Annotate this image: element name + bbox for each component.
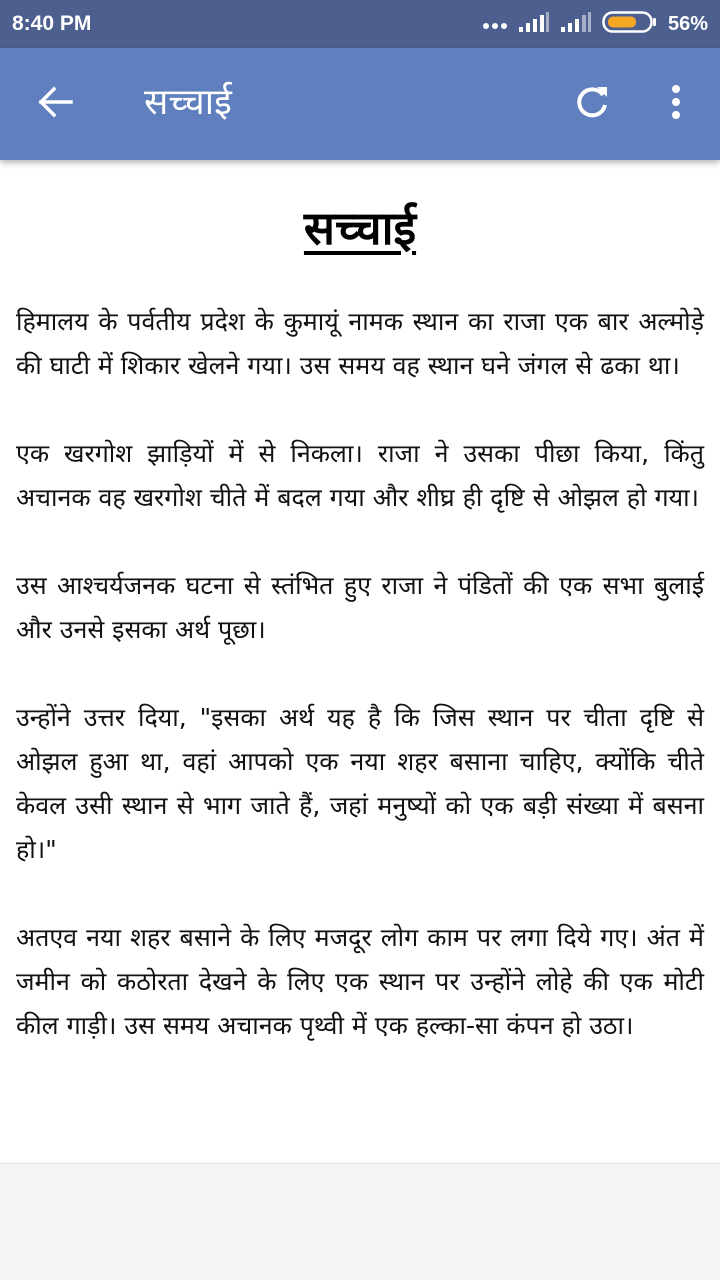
signal-icon [518,11,550,37]
signal-icon-secondary [560,11,592,37]
story-paragraphs [0,300,720,1048]
arrow-left-icon [38,86,74,122]
story-paragraph: एक खरगोश झाड़ियों में से निकला। राजा ने उसका पीछा किया, किंतु अचानक वह खरगोश चीते में बदल गया और शीघ्र ही दृष्टि से ओझल हो गया। [16,439,704,512]
status-bar [0,0,720,48]
refresh-button[interactable] [568,80,616,128]
story-paragraph: उस आश्चर्यजनक घटना से स्तंभित हुए राजा ने पंडितों की एक सभा बुलाई और उनसे इसका अर्थ पूछा। [16,571,704,644]
story-paragraph: उन्होंने उत्तर दिया, "इसका अर्थ यह है कि जिस स्थान पर चीता दृष्टि से ओझल हुआ था, वहां आपको एक नया शहर बसाना चाहिए, क्योंकि चीते केवल उसी स्थान से भाग जाते हैं, जहां मनुष्यों को एक बड़ी संख्या में बसना हो।" [16,703,704,864]
more-options-button[interactable] [654,80,698,128]
more-notifications-icon [482,15,508,34]
status-icons [482,10,708,38]
bottom-empty-area [0,1163,720,1280]
story-content[interactable] [0,160,720,1163]
app-bar-title: सच्चाई [144,82,232,123]
app-bar [0,48,720,160]
back-button[interactable] [34,82,78,126]
story-paragraph: अतएव नया शहर बसाने के लिए मजदूर लोग काम पर लगा दिये गए। अंत में जमीन को कठोरता देखने के लिए एक स्थान पर उन्होंने लोहे की एक मोटी कील गाड़ी। उस समय अचानक पृथ्वी में एक हल्का-सा कंपन हो उठा। [16,923,704,1040]
status-time: 8:40 PM [12,12,92,35]
battery-icon [602,10,658,38]
battery-percent: 56% [667,12,708,35]
story-title: सच्चाई [303,201,417,255]
more-vert-icon [671,84,681,124]
story-paragraph: हिमालय के पर्वतीय प्रदेश के कुमायूं नामक स्थान का राजा एक बार अल्मोड़े की घाटी में शिकार खेलने गया। उस समय वह स्थान घने जंगल से ढका था। [16,307,704,380]
refresh-icon [573,83,611,125]
